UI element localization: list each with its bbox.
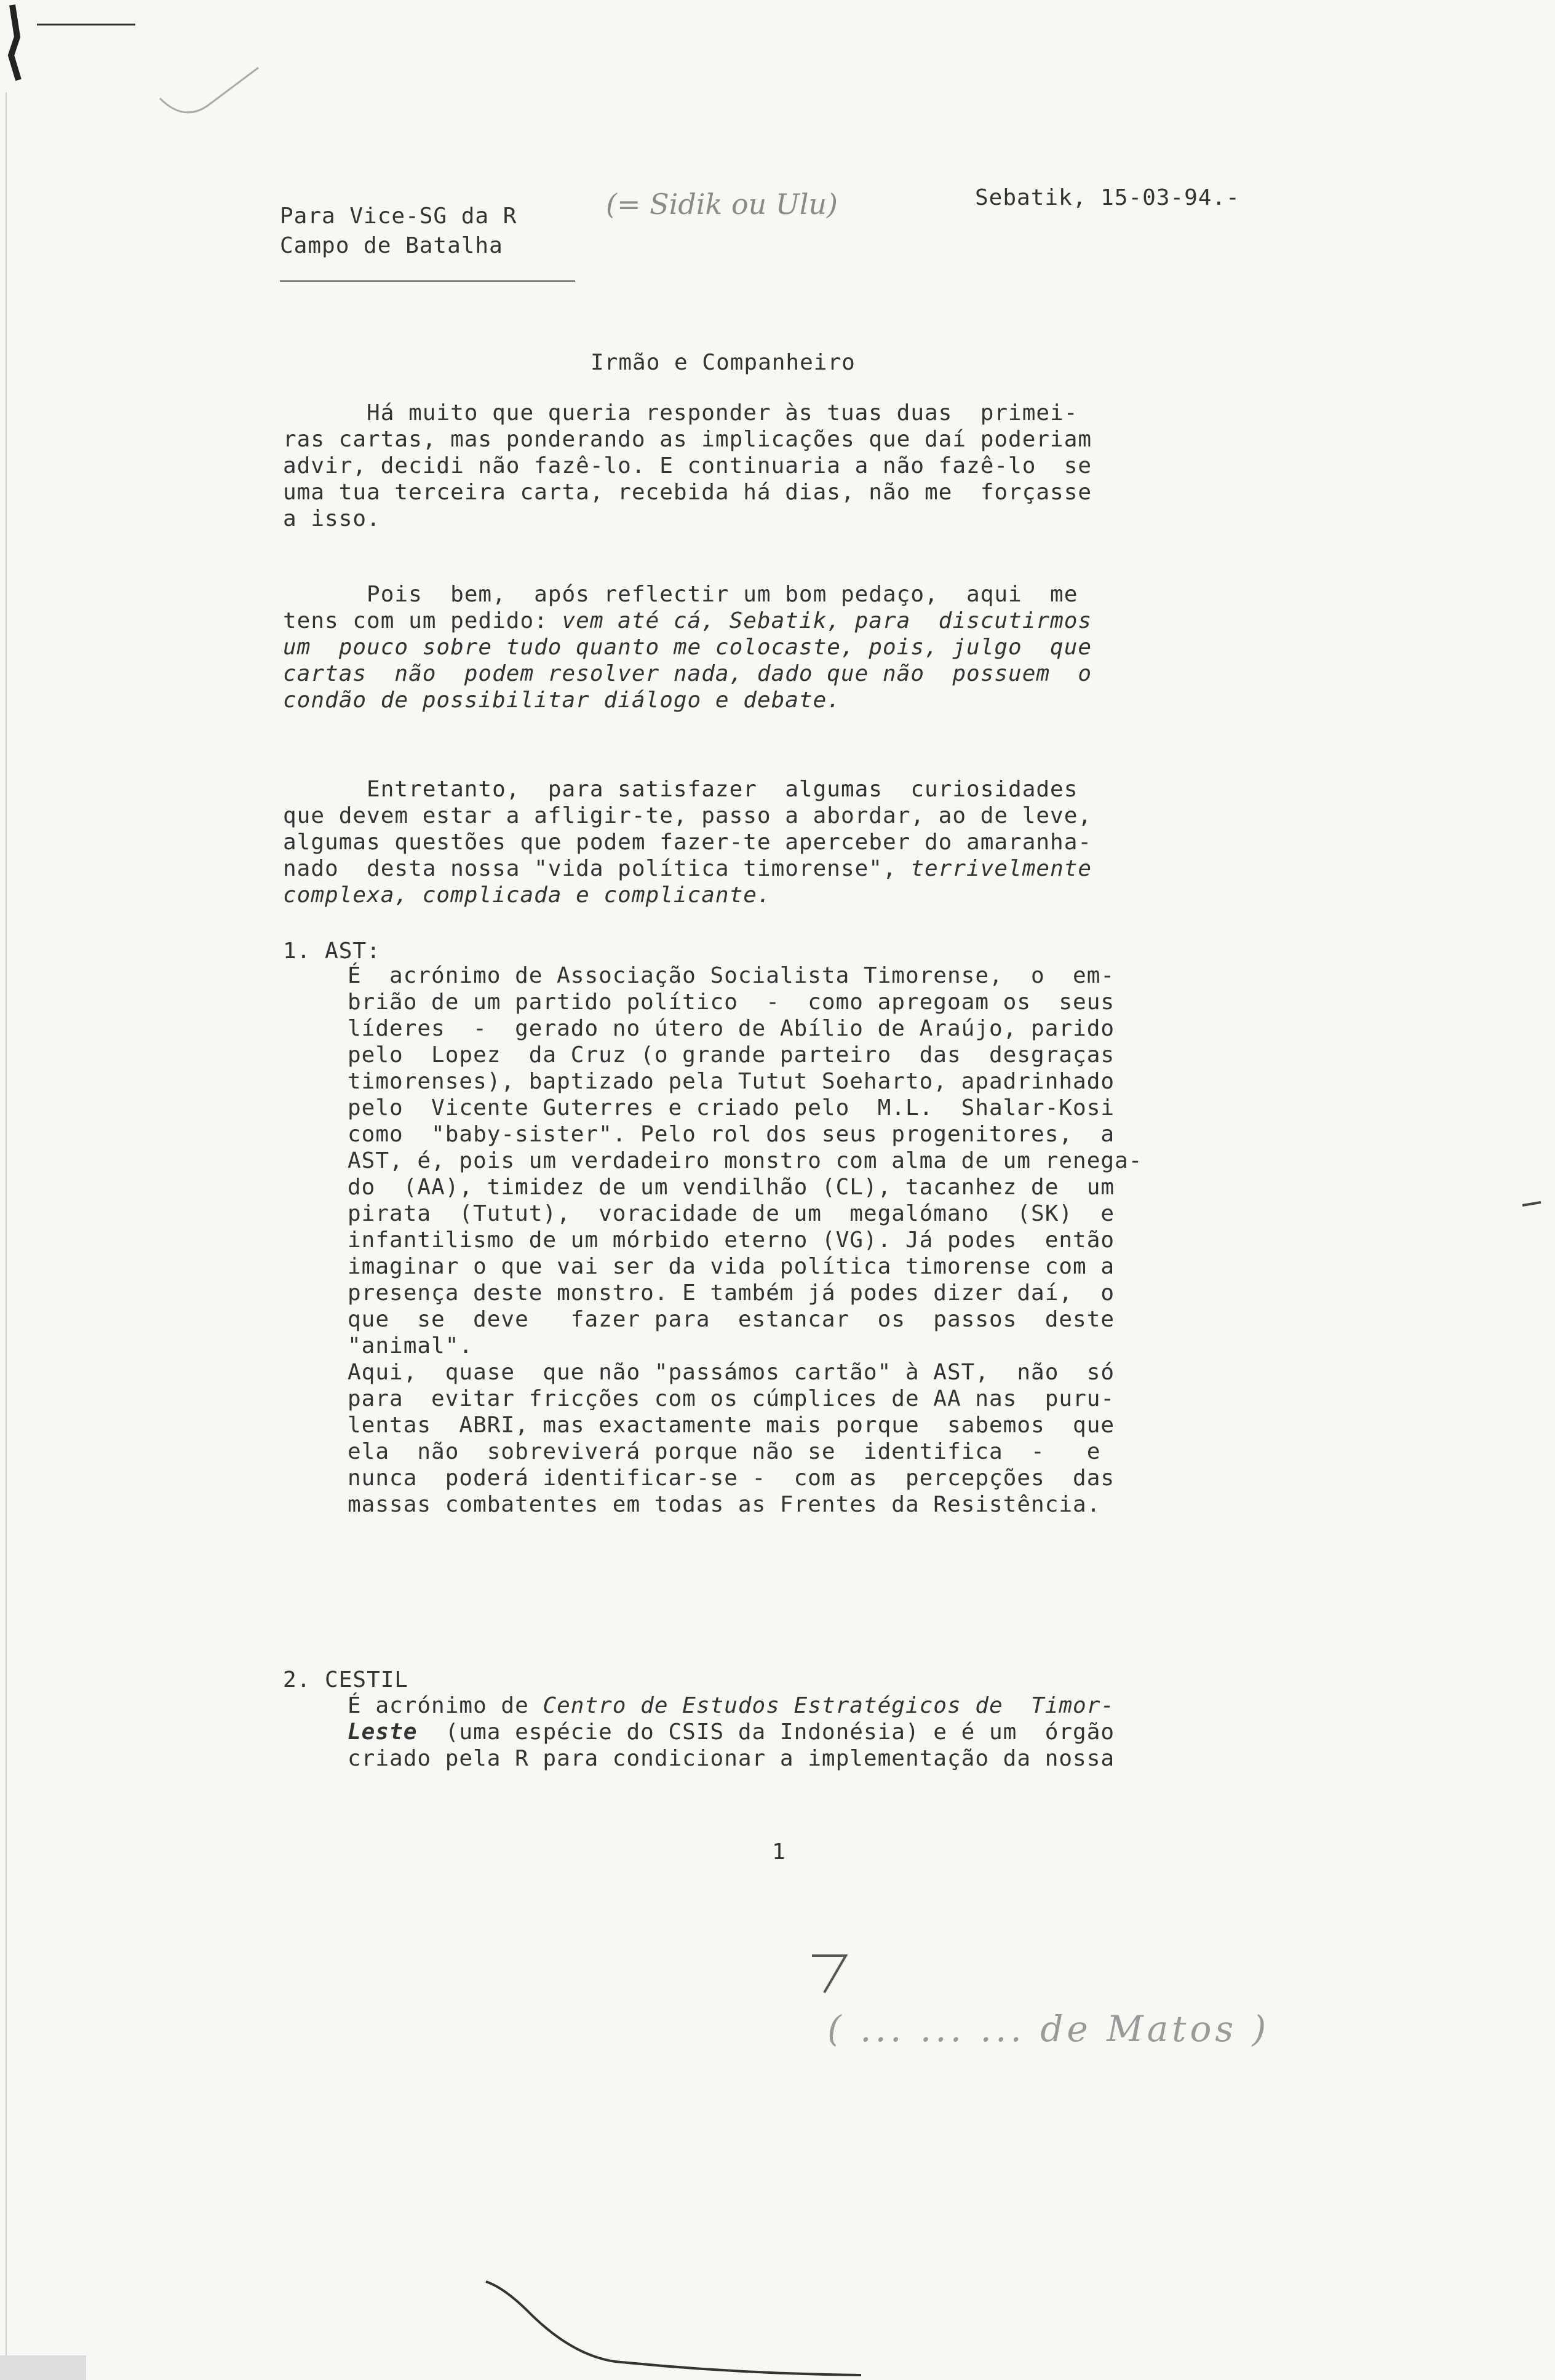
section-1-line: "animal". xyxy=(348,1333,474,1359)
section-1-line: É acrónimo de Associação Socialista Timorense, o em- xyxy=(348,963,1115,988)
paragraph-2-italic: vem até cá, Sebatik, para discutirmos um pouco sobre tudo quanto me colocaste, pois, julgo que cartas não podem resolver nada, dado que não possuem o condão de possibilitar diálogo e debate. xyxy=(283,608,1092,713)
paragraph-1: Há muito que queria responder às tuas duas primei- ras cartas, mas ponderando as implicações que daí poderiam advir, decidi não fazê-lo. E continuaria a não fazê-lo se uma tua terceira carta, recebida há dias, não me forçasse a isso. xyxy=(283,400,1092,531)
handwritten-signature: ( ... ... ... de Matos ) xyxy=(827,2008,1270,2050)
paragraph-3-italic: terrivelmente complexa, complicada e complicante. xyxy=(283,856,1092,908)
section-1-line: líderes - gerado no útero de Abílio de Araújo, parido xyxy=(348,1016,1115,1041)
place-date: Sebatik, 15-03-94.- xyxy=(975,185,1240,210)
section-1-line: como "baby-sister". Pelo rol dos seus progenitores, a xyxy=(348,1122,1115,1147)
section-1-title: AST: xyxy=(325,938,381,964)
section-2-line-3: criado pela R para condicionar a implementação da nossa xyxy=(348,1746,1115,1771)
section-1-line: brião de um partido político - como apregoam os seus xyxy=(348,990,1115,1015)
section-1-line: lentas ABRI, mas exactamente mais porque sabemos que xyxy=(348,1413,1115,1438)
section-2-line-2-italic: Leste xyxy=(348,1720,418,1745)
margin-dash xyxy=(1522,1202,1541,1205)
addressee-line-2: Campo de Batalha xyxy=(280,233,503,258)
handwritten-mark xyxy=(812,1956,846,1993)
section-2-title: CESTIL xyxy=(325,1667,409,1692)
scan-noise xyxy=(0,2355,86,2380)
section-2-line-1-plain: É acrónimo de xyxy=(348,1693,543,1718)
pen-swoop xyxy=(486,2282,861,2375)
section-1-line: para evitar fricções com os cúmplices de AA nas puru- xyxy=(348,1386,1115,1411)
section-1-line: pelo Lopez da Cruz (o grande parteiro das desgraças xyxy=(348,1042,1115,1068)
handwritten-annotation-top: (= Sidik ou Ulu) xyxy=(606,188,838,221)
page-number: 1 xyxy=(772,1839,786,1865)
section-1-line: Aqui, quase que não "passámos cartão" à AST, não só xyxy=(348,1360,1115,1385)
section-1-line: AST, é, pois um verdadeiro monstro com alma de um renega- xyxy=(348,1148,1143,1173)
section-1-line: pirata (Tutut), voracidade de um megalómano (SK) e xyxy=(348,1201,1115,1226)
paragraph-2-plain: Pois bem, após reflectir um bom pedaço, aqui me tens com um pedido: xyxy=(283,582,1078,633)
salutation: Irmão e Companheiro xyxy=(591,350,856,375)
section-2-line-1-italic: Centro de Estudos Estratégicos de Timor- xyxy=(543,1693,1115,1718)
section-1-number: 1. xyxy=(283,938,311,964)
section-2-line-2-plain: (uma espécie do CSIS da Indonésia) e é um órgão xyxy=(417,1720,1115,1745)
faint-stroke xyxy=(160,68,258,113)
section-1-line: que se deve fazer para estancar os passos deste xyxy=(348,1307,1115,1332)
corner-mark xyxy=(11,5,18,80)
section-1-line: do (AA), timidez de um vendilhão (CL), tacanhez de um xyxy=(348,1175,1115,1200)
section-1-line: pelo Vicente Guterres e criado pelo M.L. Shalar-Kosi xyxy=(348,1095,1115,1121)
addressee-line-1: Para Vice-SG da R xyxy=(280,204,517,229)
section-1-line: imaginar o que vai ser da vida política timorense com a xyxy=(348,1254,1115,1279)
paragraph-3-plain: Entretanto, para satisfazer algumas curiosidades que devem estar a afligir-te, passo a abordar, ao de leve, algumas questões que podem fazer-te aperceber do amaranha- nado desta nossa "vida política timorense", xyxy=(283,777,1092,881)
section-1-line: massas combatentes em todas as Frentes da Resistência. xyxy=(348,1492,1101,1517)
section-2-number: 2. xyxy=(283,1667,311,1692)
section-1-line: timorenses), baptizado pela Tutut Soeharto, apadrinhado xyxy=(348,1069,1115,1094)
section-1-line: presença deste monstro. E também já podes dizer daí, o xyxy=(348,1280,1115,1306)
section-1-line: nunca poderá identificar-se - com as percepções das xyxy=(348,1466,1115,1491)
section-1-line: infantilismo de um mórbido eterno (VG). Já podes então xyxy=(348,1228,1115,1253)
section-1-line: ela não sobreviverá porque não se identifica - e xyxy=(348,1439,1101,1464)
